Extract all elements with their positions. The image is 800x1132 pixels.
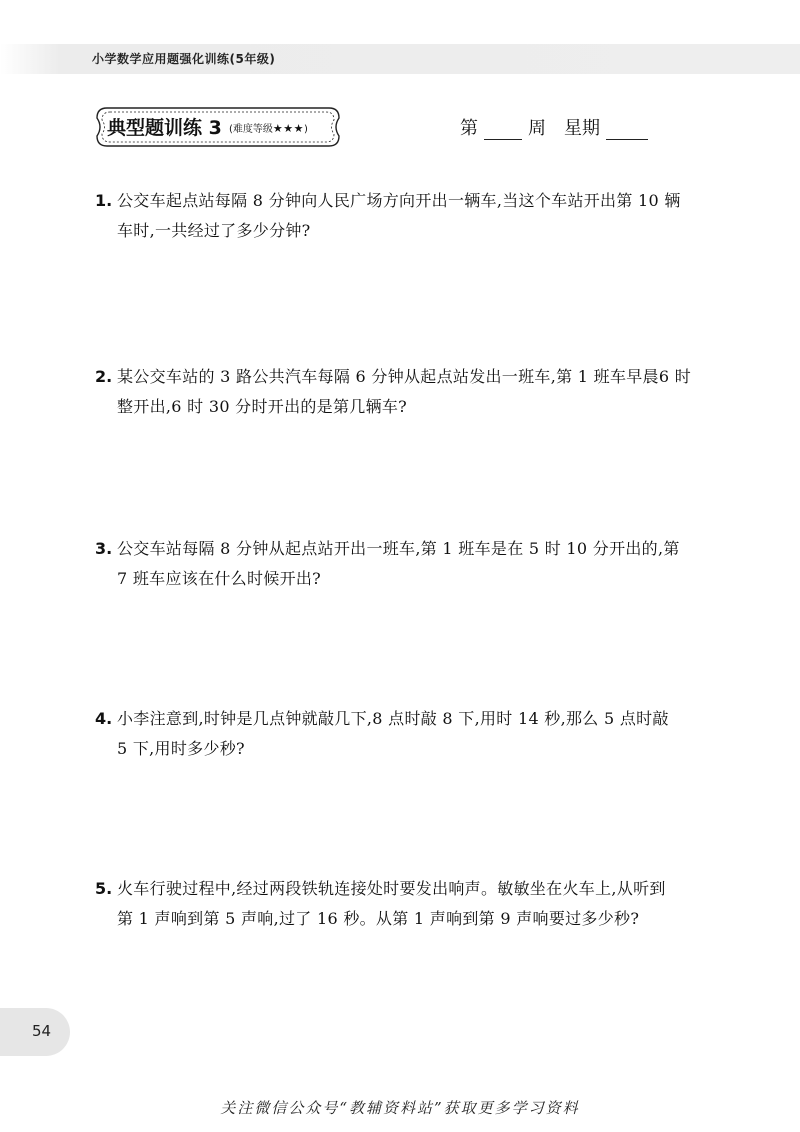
problem-text-line: 火车行驶过程中,经过两段铁轨连接处时要发出响声。敏敏坐在火车上,从听到: [117, 879, 666, 898]
problem-text-line: 7 班车应该在什么时候开出?: [117, 569, 322, 588]
problem-text-line: 5 下,用时多少秒?: [117, 739, 245, 758]
book-title: 小学数学应用题强化训练(5年级): [92, 52, 276, 66]
problem-text-line: 车时,一共经过了多少分钟?: [117, 221, 311, 240]
week-suffix: 周: [528, 118, 546, 139]
week-prefix: 第: [460, 118, 478, 139]
day-label: 星期: [564, 118, 600, 139]
problem-1: [95, 186, 735, 246]
problem-text-line: 某公交车站的 3 路公共汽车每隔 6 分钟从起点站发出一班车,第 1 班车早晨6 时: [117, 367, 692, 386]
problem-2: [95, 362, 735, 422]
problem-number: 1.: [95, 191, 113, 210]
problem-text-line: 小李注意到,时钟是几点钟就敲几下,8 点时敲 8 下,用时 14 秒,那么 5 点时敲: [117, 709, 669, 728]
section-title-badge: [93, 104, 343, 150]
footer-note: 关注微信公众号“教辅资料站”获取更多学习资料: [220, 1099, 580, 1117]
problem-text-line: 公交车起点站每隔 8 分钟向人民广场方向开出一辆车,当这个车站开出第 10 辆: [117, 191, 681, 210]
difficulty-stars: ★★★: [272, 122, 304, 135]
problem-5: [95, 874, 735, 934]
problem-number: 4.: [95, 709, 113, 728]
week-day-line: [460, 114, 648, 140]
problem-number: 3.: [95, 539, 113, 558]
problem-text-line: 整开出,6 时 30 分时开出的是第几辆车?: [117, 397, 408, 416]
difficulty-close: ): [304, 124, 308, 135]
difficulty-text: (难度等级: [229, 124, 273, 135]
problem-4: [95, 704, 735, 764]
problem-text-line: 公交车站每隔 8 分钟从起点站开出一班车,第 1 班车是在 5 时 10 分开出的,第: [117, 539, 680, 558]
problem-number: 5.: [95, 879, 113, 898]
page-number: 54: [32, 1022, 52, 1040]
problem-number: 2.: [95, 367, 113, 386]
section-title: 典型题训练 3: [107, 117, 222, 139]
problem-3: [95, 534, 735, 594]
week-blank[interactable]: [484, 121, 522, 140]
difficulty-label: [229, 120, 308, 135]
day-blank[interactable]: [606, 121, 648, 140]
problem-text-line: 第 1 声响到第 5 声响,过了 16 秒。从第 1 声响到第 9 声响要过多少秒?: [117, 909, 640, 928]
